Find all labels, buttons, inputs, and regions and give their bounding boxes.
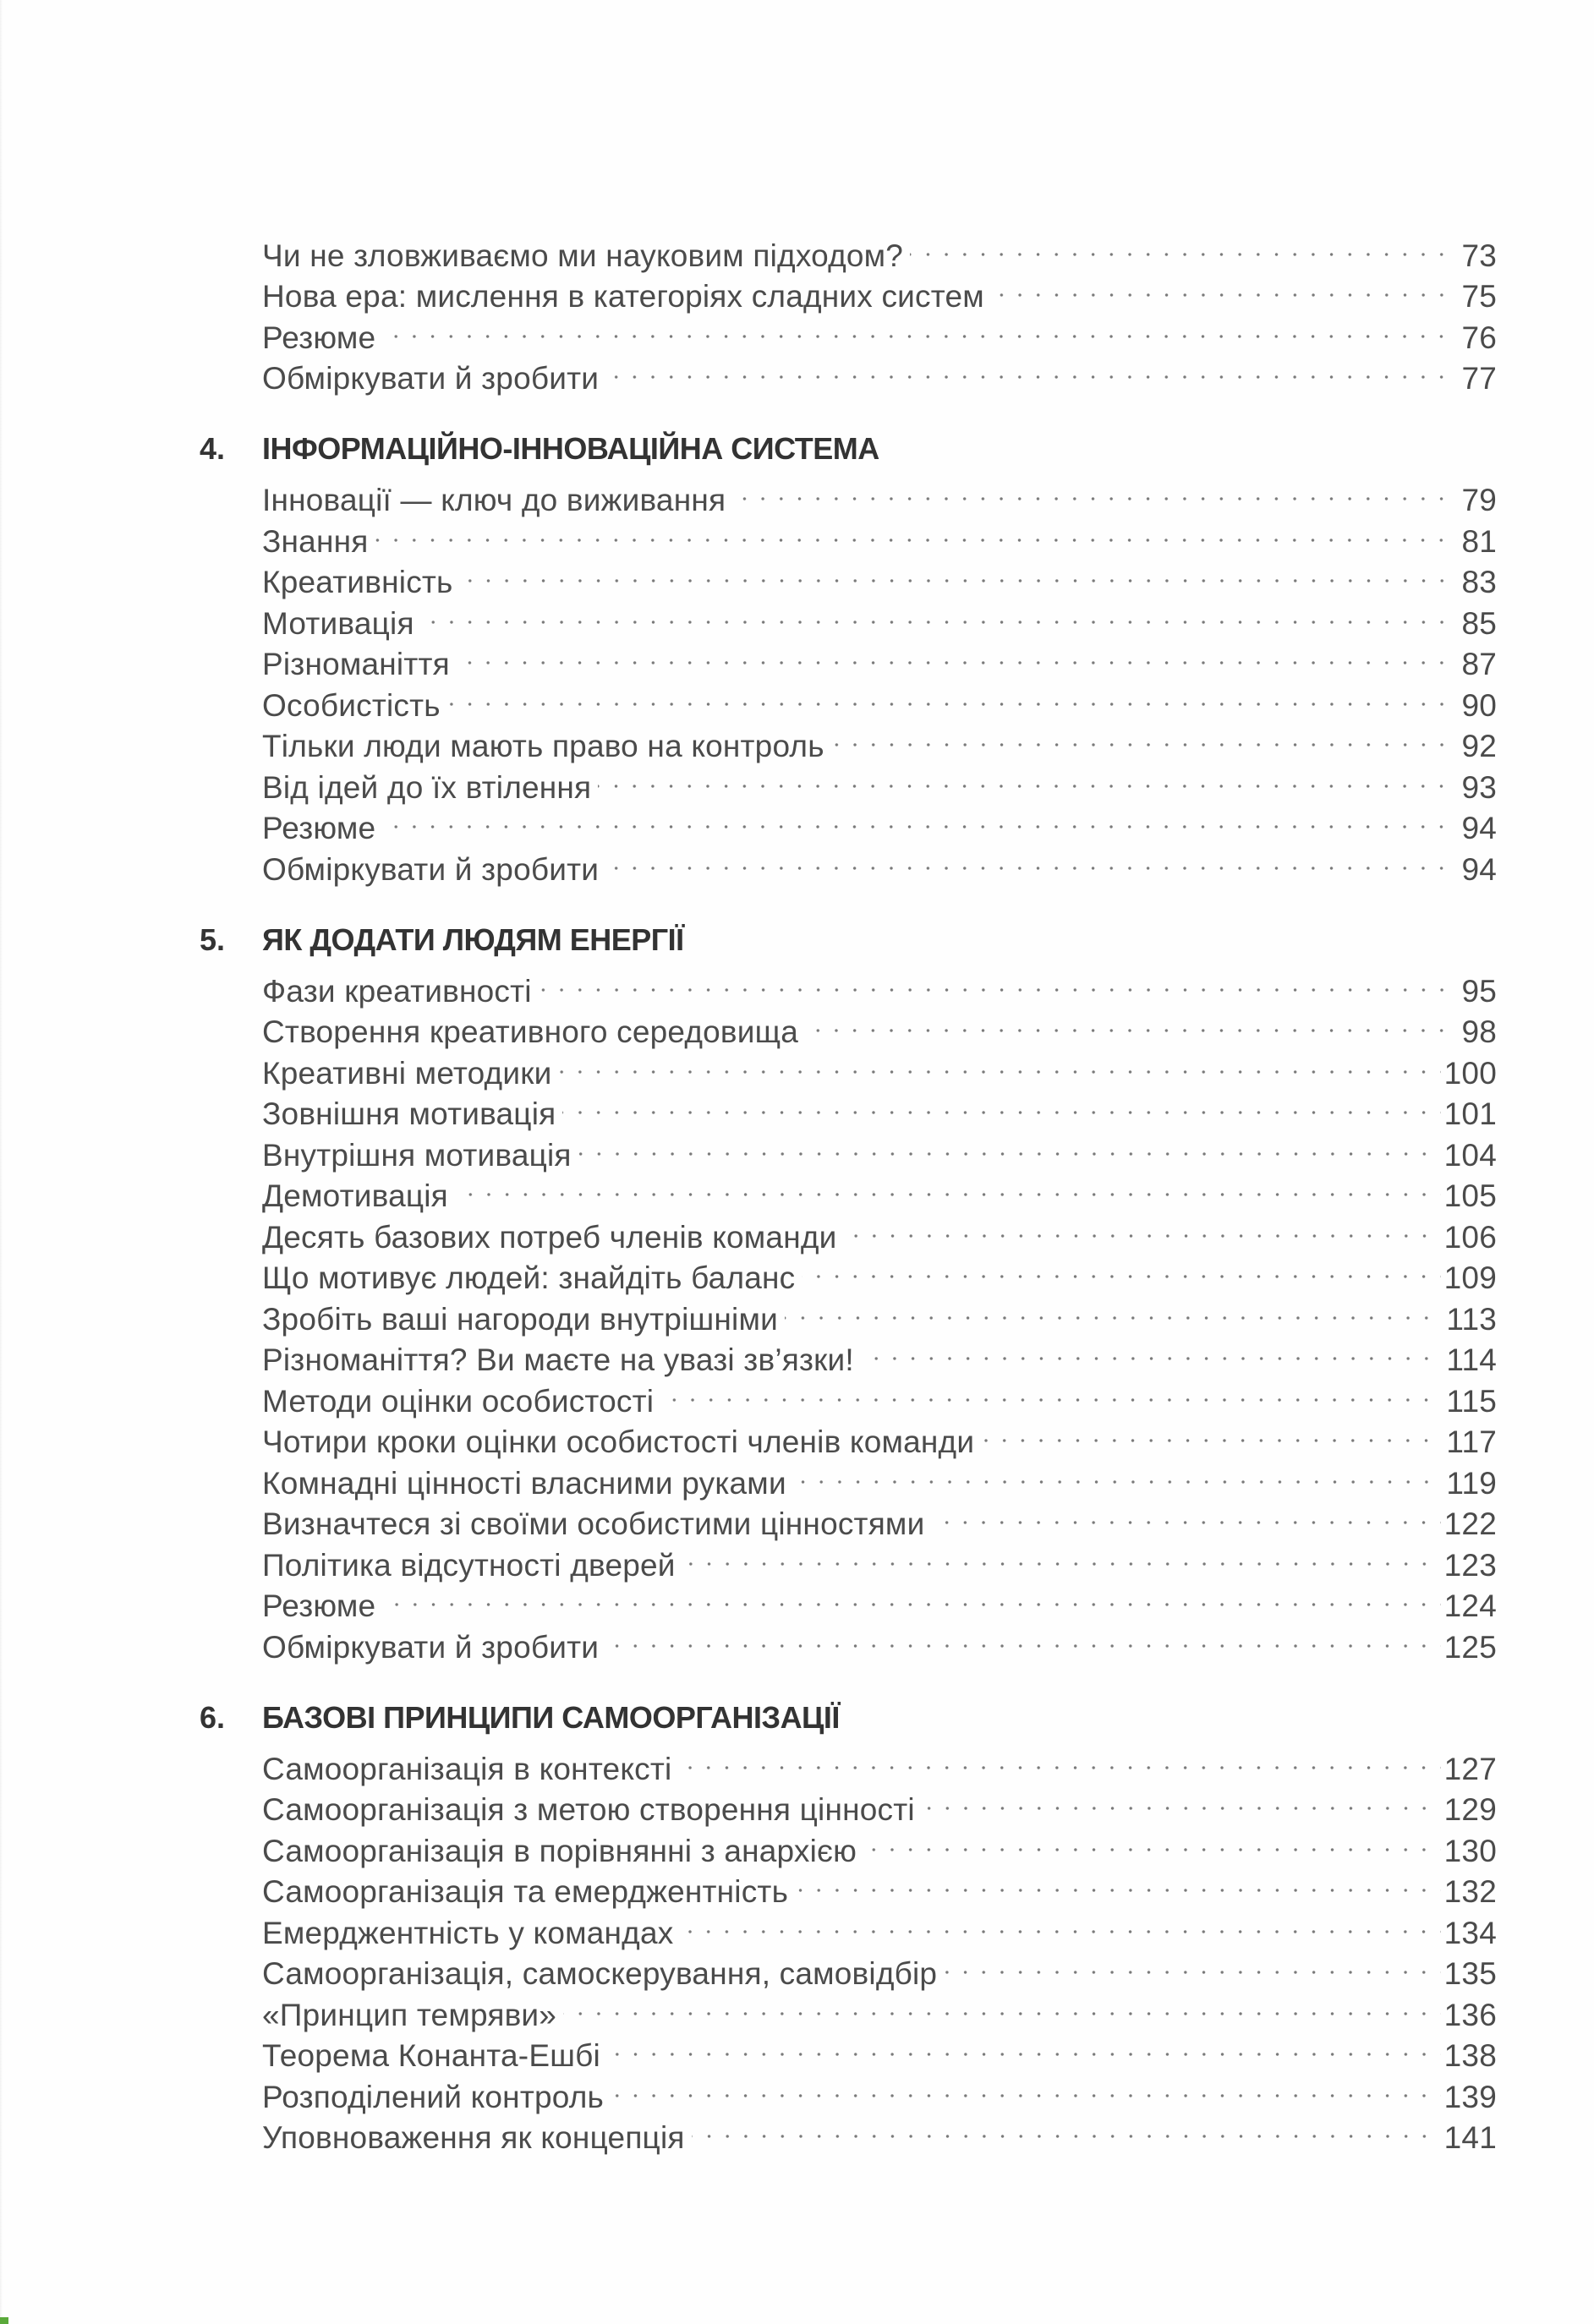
toc-entry-page: 141 [1443, 2120, 1497, 2155]
toc-entry-title: Обміркувати й зробити [262, 1629, 600, 1665]
toc-entry-title: Самоорганізація та емерджентність [262, 1874, 789, 1909]
dot-leader [805, 1002, 1458, 1043]
page-edge-shade [0, 0, 3, 2324]
toc-entry[interactable] [200, 348, 1497, 396]
dot-leader [382, 798, 1458, 839]
toc-entry-title: Обміркувати й зробити [262, 851, 600, 887]
dot-leader [795, 1862, 1441, 1903]
toc-entry-page: 106 [1443, 1219, 1497, 1255]
toc-entry-title: Різноманіття? Ви маєте на увазі зв’язки! [262, 1342, 854, 1377]
toc-entry-title: Розподілений контроль [262, 2079, 604, 2114]
toc-entry-title: Теорема Конанта-Ешбі [262, 2038, 600, 2073]
toc-entry-title: Резюме [262, 320, 376, 355]
toc-entry-page: 134 [1443, 1915, 1497, 1950]
toc-entry-title: Що мотивує людей: знайдіть баланс [262, 1260, 796, 1295]
toc-entry-page: 109 [1443, 1260, 1497, 1295]
toc-entry-page: 125 [1443, 1629, 1497, 1665]
toc-entry-page: 95 [1461, 973, 1497, 1009]
dot-leader [607, 2026, 1441, 2067]
dot-leader [578, 1124, 1441, 1166]
toc-entry[interactable] [200, 511, 1497, 559]
dot-leader [863, 1820, 1441, 1862]
toc-entry-page: 73 [1461, 238, 1497, 273]
dot-leader [682, 1534, 1441, 1576]
chapter-3-continuation [200, 225, 1497, 396]
dot-leader [678, 1738, 1440, 1780]
toc-entry[interactable] [200, 839, 1497, 887]
chapter-title: ЯК ДОДАТИ ЛЮДЯМ ЕНЕРГІЇ [262, 921, 684, 957]
toc-entry-page: 90 [1461, 687, 1497, 723]
dot-leader [421, 593, 1459, 634]
dot-leader [455, 1166, 1441, 1207]
chapter-title: ІНФОРМАЦІЙНО-ІННОВАЦІЙНА СИСТЕМА [262, 431, 879, 466]
dot-leader [605, 1616, 1441, 1658]
toc-entry-page: 114 [1446, 1342, 1497, 1377]
toc-entry-page: 94 [1461, 851, 1497, 887]
toc-entry-page: 130 [1443, 1833, 1497, 1868]
toc-entry-page: 117 [1446, 1424, 1497, 1459]
dot-leader [562, 1084, 1440, 1125]
toc-entry[interactable] [200, 1738, 1497, 1786]
toc-entry-page: 81 [1461, 523, 1497, 559]
toc-entry[interactable] [200, 307, 1497, 355]
dot-leader [931, 1494, 1440, 1535]
toc-entry[interactable] [200, 1616, 1497, 1665]
dot-leader [785, 1288, 1443, 1330]
toc-entry-title: Різноманіття [262, 647, 450, 681]
toc-entry-page: 132 [1443, 1874, 1497, 1909]
chapter-heading[interactable] [200, 920, 1497, 961]
toc-entry-page: 77 [1461, 361, 1497, 396]
dot-leader [861, 1330, 1443, 1371]
toc-entry-page: 75 [1461, 279, 1497, 314]
toc-entry-title: Особистість [262, 687, 441, 723]
toc-entry-page: 92 [1461, 729, 1497, 763]
dot-leader [944, 1944, 1440, 1985]
toc-entry-title: Політика відсутності дверей [262, 1547, 676, 1583]
dot-leader [539, 960, 1459, 1002]
dot-leader [692, 2108, 1441, 2149]
toc-entry-page: 105 [1443, 1178, 1497, 1213]
toc-entry-title: Резюме [262, 811, 376, 845]
toc-entry-page: 113 [1446, 1301, 1497, 1337]
toc-entry-title: Методи оцінки особистості [262, 1383, 655, 1419]
toc-entry[interactable] [200, 960, 1497, 1009]
toc-entry-page: 98 [1461, 1014, 1497, 1049]
chapter-6 [200, 1698, 1497, 2155]
toc-entry-page: 123 [1443, 1547, 1497, 1583]
toc-entry-title: Емерджентність у командах [262, 1915, 674, 1950]
toc-entry[interactable] [200, 798, 1497, 845]
chapter-title: БАЗОВІ ПРИНЦИПИ САМООРГАНІЗАЦІЇ [262, 1699, 840, 1735]
toc-entry-page: 104 [1443, 1137, 1497, 1173]
dot-leader [991, 266, 1459, 308]
toc-entry-page: 138 [1443, 2038, 1497, 2073]
dot-leader [611, 2066, 1441, 2108]
toc-entry-page: 101 [1443, 1096, 1497, 1131]
dot-leader [844, 1206, 1441, 1248]
toc-entry-title: Самоорганізація з метою створення цінності [262, 1792, 915, 1827]
dot-leader [802, 1248, 1440, 1289]
toc-entry-title: Десять базових потреб членів команди [262, 1219, 837, 1255]
toc-entry-page: 76 [1461, 320, 1497, 355]
toc-entry-title: Нова ера: мислення в категоріях сладних систем [262, 279, 984, 314]
dot-leader [910, 225, 1458, 266]
toc-entry-title: Самоорганізація в порівнянні з анархією [262, 1833, 857, 1868]
toc-entry-title: Інновації — ключ до виживання [262, 483, 726, 517]
toc-entry-title: Внутрішня мотивація [262, 1137, 572, 1173]
dot-leader [981, 1412, 1443, 1453]
dot-leader [605, 348, 1458, 390]
corner-color-mark [0, 2317, 8, 2324]
toc-entry[interactable] [200, 225, 1497, 273]
toc-entry-title: Чотири кроки оцінки особистості членів команди [262, 1424, 975, 1459]
toc-entry-page: 127 [1443, 1751, 1497, 1786]
table-of-contents [200, 225, 1497, 2155]
toc-entry-title: Самоорганізація, самоскерування, самовідбір [262, 1956, 938, 1991]
chapter-heading[interactable] [200, 429, 1497, 470]
chapter-number: 5. [200, 921, 226, 957]
toc-entry[interactable] [200, 470, 1497, 517]
toc-entry-title: Обміркувати й зробити [262, 361, 600, 396]
dot-leader [382, 1576, 1440, 1617]
toc-entry-page: 94 [1461, 811, 1497, 845]
toc-entry-title: Мотивація [262, 605, 414, 641]
toc-entry-page: 85 [1461, 605, 1497, 641]
toc-entry-page: 93 [1461, 769, 1497, 805]
dot-leader [793, 1452, 1443, 1494]
toc-entry-title: «Принцип темряви» [262, 1997, 557, 2032]
toc-entry-title: Креативні методики [262, 1055, 552, 1091]
dot-leader [680, 1902, 1440, 1944]
chapter-4 [200, 429, 1497, 887]
toc-entry-page: 136 [1443, 1997, 1497, 2032]
toc-entry[interactable] [200, 552, 1497, 599]
dot-leader [922, 1780, 1441, 1821]
toc-entry-page: 87 [1461, 647, 1497, 681]
toc-entry-title: Від ідей до їх втілення [262, 769, 592, 805]
toc-entry-title: Самоорганізація в контексті [262, 1751, 672, 1786]
toc-entry-page: 115 [1446, 1383, 1497, 1419]
dot-leader [605, 839, 1458, 880]
toc-entry-page: 100 [1443, 1055, 1497, 1091]
toc-entry-title: Фази креативності [262, 973, 532, 1009]
toc-entry[interactable] [200, 1576, 1497, 1623]
dot-leader [563, 1984, 1441, 2026]
toc-entry-title: Чи не зловживаємо ми науковим підходом? [262, 238, 904, 273]
dot-leader [558, 1042, 1440, 1084]
toc-entry-page: 124 [1443, 1589, 1497, 1623]
toc-entry-page: 119 [1446, 1465, 1497, 1501]
chapter-5 [200, 920, 1497, 1665]
toc-entry-title: Знання [262, 523, 369, 559]
dot-leader [382, 307, 1458, 348]
chapter-number: 6. [200, 1699, 226, 1735]
dot-leader [831, 716, 1459, 757]
toc-entry-title: Визначтеся зі своїми особистими цінностями [262, 1506, 925, 1541]
dot-leader [447, 675, 1459, 716]
toc-entry-title: Креативність [262, 565, 453, 599]
toc-entry-page: 83 [1461, 565, 1497, 599]
toc-entry-page: 135 [1443, 1956, 1497, 1991]
toc-entry-page: 129 [1443, 1792, 1497, 1827]
dot-leader [460, 552, 1459, 593]
chapter-heading[interactable] [200, 1698, 1497, 1739]
toc-entry-title: Зробіть ваші нагороди внутрішніми [262, 1301, 778, 1337]
toc-entry-page: 122 [1443, 1506, 1497, 1541]
toc-entry-title: Комнадні цінності власними руками [262, 1465, 786, 1501]
toc-entry-page: 79 [1461, 483, 1497, 517]
dot-leader [660, 1370, 1443, 1412]
toc-entry-page: 139 [1443, 2079, 1497, 2114]
dot-leader [375, 511, 1458, 552]
toc-entry-title: Створення креативного середовища [262, 1014, 799, 1049]
dot-leader [598, 757, 1458, 798]
toc-entry-title: Зовнішня мотивація [262, 1096, 556, 1131]
toc-entry-title: Демотивація [262, 1178, 448, 1213]
toc-entry-title: Тільки люди мають право на контроль [262, 729, 824, 763]
toc-entry-title: Резюме [262, 1589, 376, 1623]
dot-leader [732, 470, 1458, 511]
dot-leader [457, 634, 1459, 675]
toc-entry-title: Уповноваження як концепція [262, 2120, 685, 2155]
chapter-number: 4. [200, 431, 226, 466]
